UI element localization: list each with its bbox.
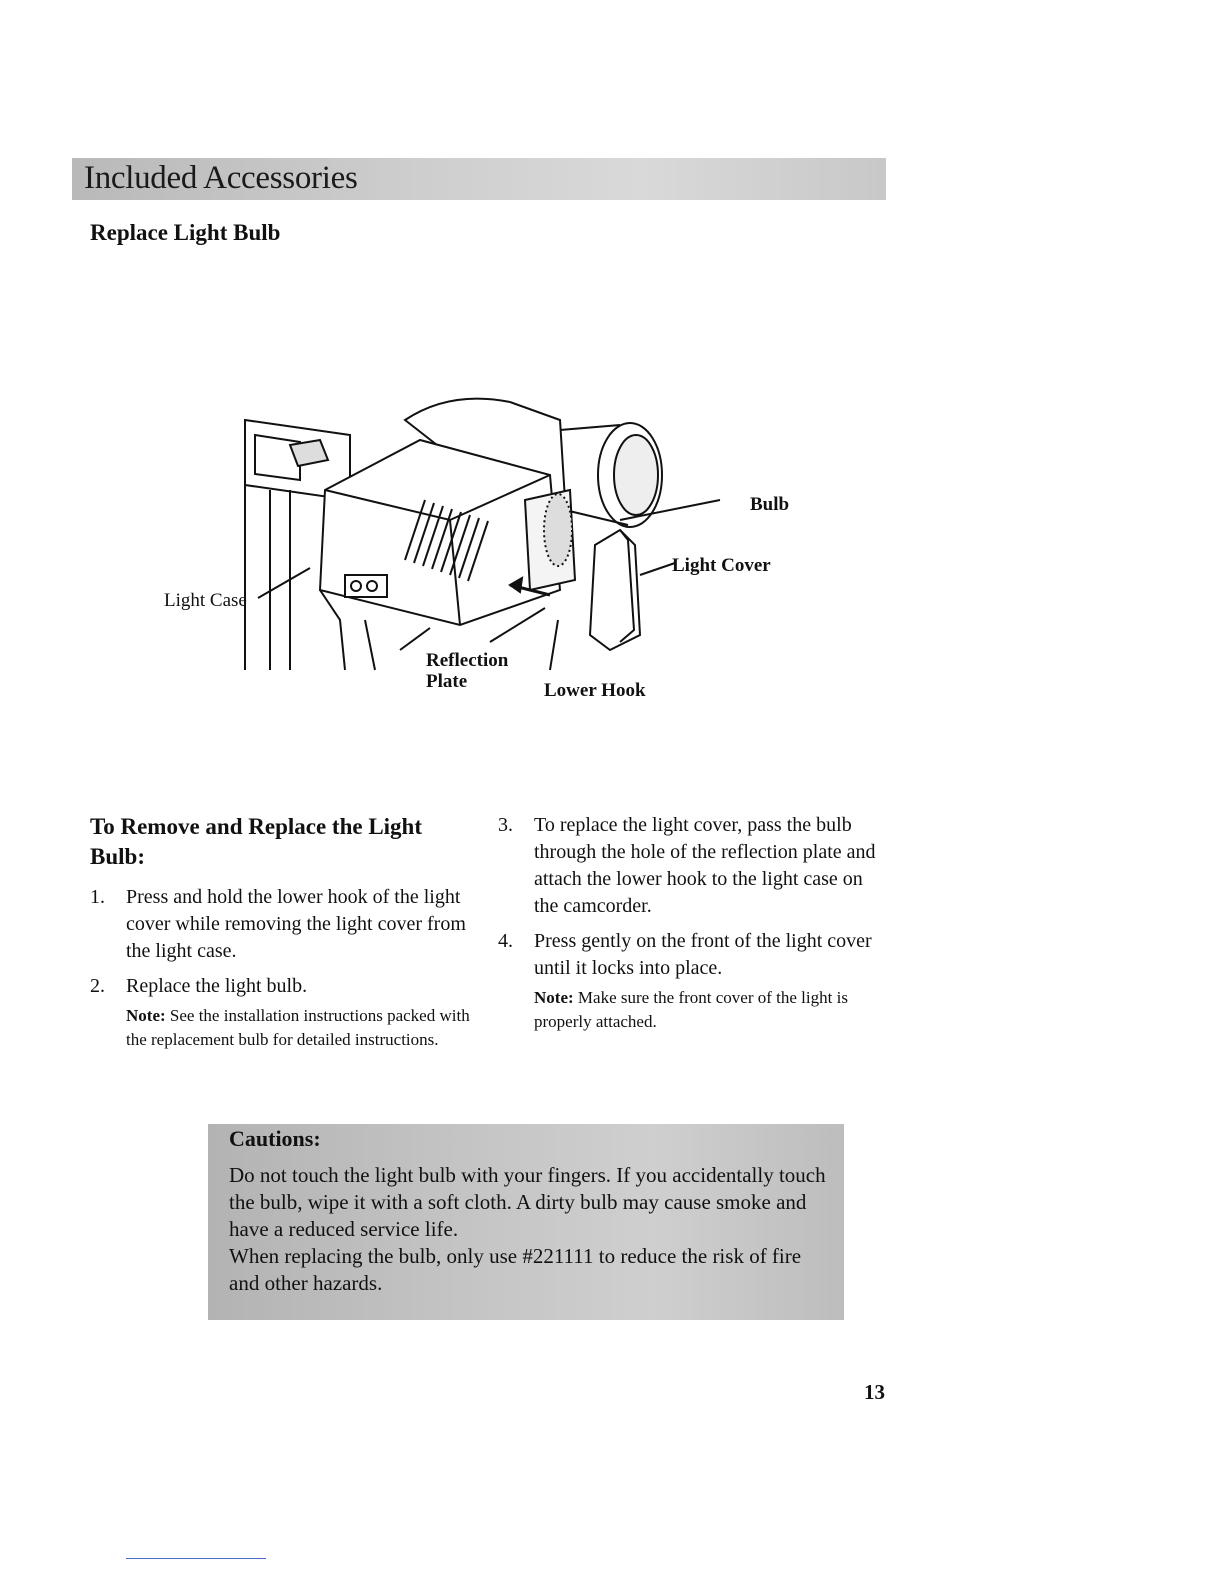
label-lower-hook: Lower Hook xyxy=(544,680,646,701)
instructions-left-column xyxy=(90,812,470,1060)
label-light-cover: Light Cover xyxy=(672,555,771,576)
footer-rule xyxy=(126,1558,266,1559)
caution-paragraph: Do not touch the light bulb with your fingers. If you accidentally touch the bulb, wipe it with a soft cloth. A dirty bulb may cause smoke and have a reduced service life. xyxy=(229,1163,826,1241)
note-text: See the installation instructions packed with the replacement bulb for detailed instructions. xyxy=(126,1006,470,1049)
note-label: Note: xyxy=(126,1006,166,1025)
step-note xyxy=(126,1004,470,1052)
procedure-title: To Remove and Replace the Light Bulb: xyxy=(90,814,423,869)
step-text: Replace the light bulb. xyxy=(126,975,308,997)
step-number: 4. xyxy=(498,930,513,952)
label-reflection-plate xyxy=(426,650,508,692)
step-1 xyxy=(90,884,470,965)
label-bulb: Bulb xyxy=(750,494,790,515)
cautions-body xyxy=(229,1162,829,1297)
step-text: Press gently on the front of the light cover until it locks into place. xyxy=(534,930,872,979)
step-4 xyxy=(498,928,888,1034)
step-note xyxy=(534,986,888,1034)
instructions-right-column xyxy=(498,812,888,1042)
section-title: Included Accessories xyxy=(84,160,358,196)
step-text: To replace the light cover, pass the bulb through the hole of the reflection plate and attach the lower hook to the light case on the camcorder. xyxy=(534,814,876,917)
step-2 xyxy=(90,973,470,1052)
light-bulb-diagram xyxy=(150,380,810,710)
page-subheading: Replace Light Bulb xyxy=(90,220,281,245)
cautions-title: Cautions: xyxy=(229,1126,321,1151)
step-3 xyxy=(498,812,888,920)
step-number: 1. xyxy=(90,886,105,908)
note-text: Make sure the front cover of the light is properly attached. xyxy=(534,988,848,1031)
caution-paragraph: When replacing the bulb, only use #221111 to reduce the risk of fire and other hazards. xyxy=(229,1244,802,1295)
page-number: 13 xyxy=(864,1380,885,1404)
step-text: Press and hold the lower hook of the light cover while removing the light cover from the light case. xyxy=(126,886,466,962)
label-light-case: Light Case xyxy=(164,590,247,611)
label-reflection-line1: Reflection xyxy=(426,650,509,671)
step-number: 3. xyxy=(498,814,513,836)
step-number: 2. xyxy=(90,975,105,997)
note-label: Note: xyxy=(534,988,574,1007)
label-reflection-line2: Plate xyxy=(426,671,468,692)
